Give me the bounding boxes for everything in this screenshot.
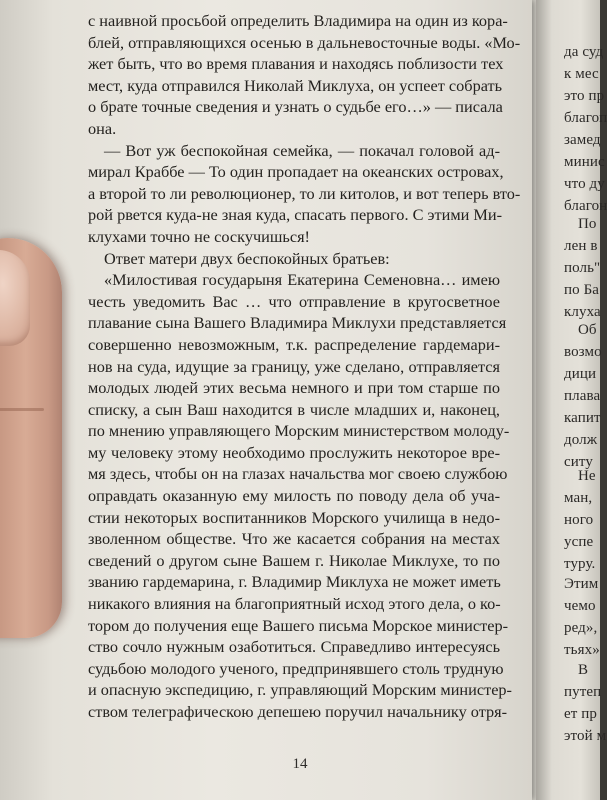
facing-page-fragment: успе <box>564 534 594 550</box>
facing-page-fragment: минис <box>564 154 605 170</box>
facing-page-fragment: тьях» <box>564 642 600 658</box>
text-line: «Милостивая государыня Екатерина Семеновна… имею <box>104 270 500 290</box>
text-line: никакого влияния на благоприятный исход этого дела, о ко- <box>88 594 501 614</box>
facing-page-fragment: ман, <box>564 490 593 506</box>
text-line: молодых людей этих весьма немного и при том старше по <box>88 378 500 398</box>
finger-image <box>0 238 62 638</box>
facing-page-fragment: путеп <box>564 684 602 700</box>
facing-page-fragment: благон <box>564 198 607 214</box>
facing-page-fragment: По <box>578 216 597 232</box>
text-line: и опасную экспедицию, г. управляющий Морским министер- <box>88 680 512 700</box>
facing-page-fragment: долж <box>564 432 598 448</box>
text-line: судьбою молодого ученого, предпринявшего столь трудную <box>88 658 504 678</box>
facing-page-fragment: чемо <box>564 598 596 614</box>
facing-page-fragment: что ду <box>564 176 605 192</box>
facing-page-fragment: по Ба <box>564 282 600 298</box>
text-line: тором до получения еще Вашего письма Морское министер- <box>88 615 509 635</box>
facing-page-fragment: Этим <box>564 576 599 592</box>
finger-crease <box>0 408 44 411</box>
facing-page-fragment: Об <box>578 322 597 338</box>
facing-page-fragment: замед <box>564 132 601 148</box>
text-line: званию гардемарина, г. Владимир Миклуха не может иметь <box>88 572 501 592</box>
facing-page-fragment: дици <box>564 366 597 382</box>
text-line: честь уведомить Вас … что отправление в кругосветное <box>88 291 500 311</box>
text-line: Ответ матери двух беспокойных братьев: <box>104 248 390 268</box>
text-line: совершенно невозможным, т.к. распределение гардемари- <box>88 334 500 354</box>
facing-page-fragment: ного <box>564 512 594 528</box>
facing-page-fragment: В <box>578 662 589 678</box>
text-line: о брате точные сведения и узнать о судьбе его…» — писала <box>88 97 503 117</box>
text-line: блей, отправляющихся осенью в дальневосточные воды. «Мо- <box>88 32 521 52</box>
page-number: 14 <box>292 756 308 772</box>
text-line: клухами точно не соскучишься! <box>88 226 310 246</box>
facing-page-fragment: это пр <box>564 88 605 104</box>
facing-page-fragment: клуха <box>564 304 601 320</box>
text-line: мест, куда отправился Николай Миклуха, он успеет собрать <box>88 75 503 95</box>
text-line: оправдать оказанную ему милость по поводу дела об уча- <box>88 486 500 506</box>
text-line: мя здесь, чтобы он на глазах начальства мог своею службою <box>88 464 508 484</box>
facing-page-fragment: ет пр <box>564 706 597 722</box>
text-line: а второй то ли революционер, то ли китолов, и вот теперь вто- <box>88 183 521 203</box>
text-line: жет быть, что во время плавания и находясь поблизости тех <box>88 54 504 74</box>
facing-page-fragment: ситу <box>564 454 593 470</box>
facing-page-edge <box>536 0 607 800</box>
facing-page-fragment: поль" <box>564 260 601 276</box>
facing-page-fragment: капит <box>564 410 601 426</box>
text-line: она. <box>88 118 117 138</box>
facing-page-fragment: туру. <box>564 556 596 572</box>
text-line: мирал Краббе — То один пропадает на океанских островах, <box>88 162 504 182</box>
text-line: рой рвется куда-не зная куда, спасать первого. С этими Ми- <box>88 205 503 225</box>
facing-page-fragment: ред», <box>564 620 598 636</box>
facing-page-fragment: Не <box>578 468 596 484</box>
facing-page-fragment: этой м <box>564 728 607 744</box>
text-line: списку, а сын Ваш находится в числе младших и, наконец, <box>88 399 500 419</box>
text-line: нов на суда, идущие за границу, уже сделано, отправляется <box>88 356 500 376</box>
body-text <box>88 10 521 723</box>
text-line: по мнению управляющего Морским министерством молоду- <box>88 421 510 441</box>
facing-page-fragment: к мес <box>564 66 599 82</box>
facing-page-fragment: возмо <box>564 344 602 360</box>
text-line: — Вот уж беспокойная семейка, — покачал головой ад- <box>104 140 500 160</box>
text-line: ством телеграфическою депешею поручил начальнику отря- <box>88 702 508 721</box>
fingernail <box>0 250 30 346</box>
facing-page-fragment: благоп <box>564 110 607 126</box>
text-line: плавание сына Вашего Владимира Миклухи представляется <box>88 313 507 333</box>
text-line: му человеку этому необходимо прослужить некоторое вре- <box>88 442 500 462</box>
text-line: с наивной просьбой определить Владимира на один из кора- <box>88 11 508 30</box>
text-line: стии некоторых воспитанников Морского училища в недо- <box>88 507 500 527</box>
text-line: сведений о другом сыне Вашем г. Николае Миклухе, то по <box>88 550 500 570</box>
text-line: зволенном обществе. Что же касается собрания на местах <box>88 529 500 549</box>
facing-page-fragment: лен в <box>564 238 598 254</box>
facing-page-fragment: да суд <box>564 44 604 60</box>
text-line: ство сочло нужным озаботиться. Справедливо интересуясь <box>88 637 500 657</box>
facing-page-fragment: плава <box>564 388 601 404</box>
